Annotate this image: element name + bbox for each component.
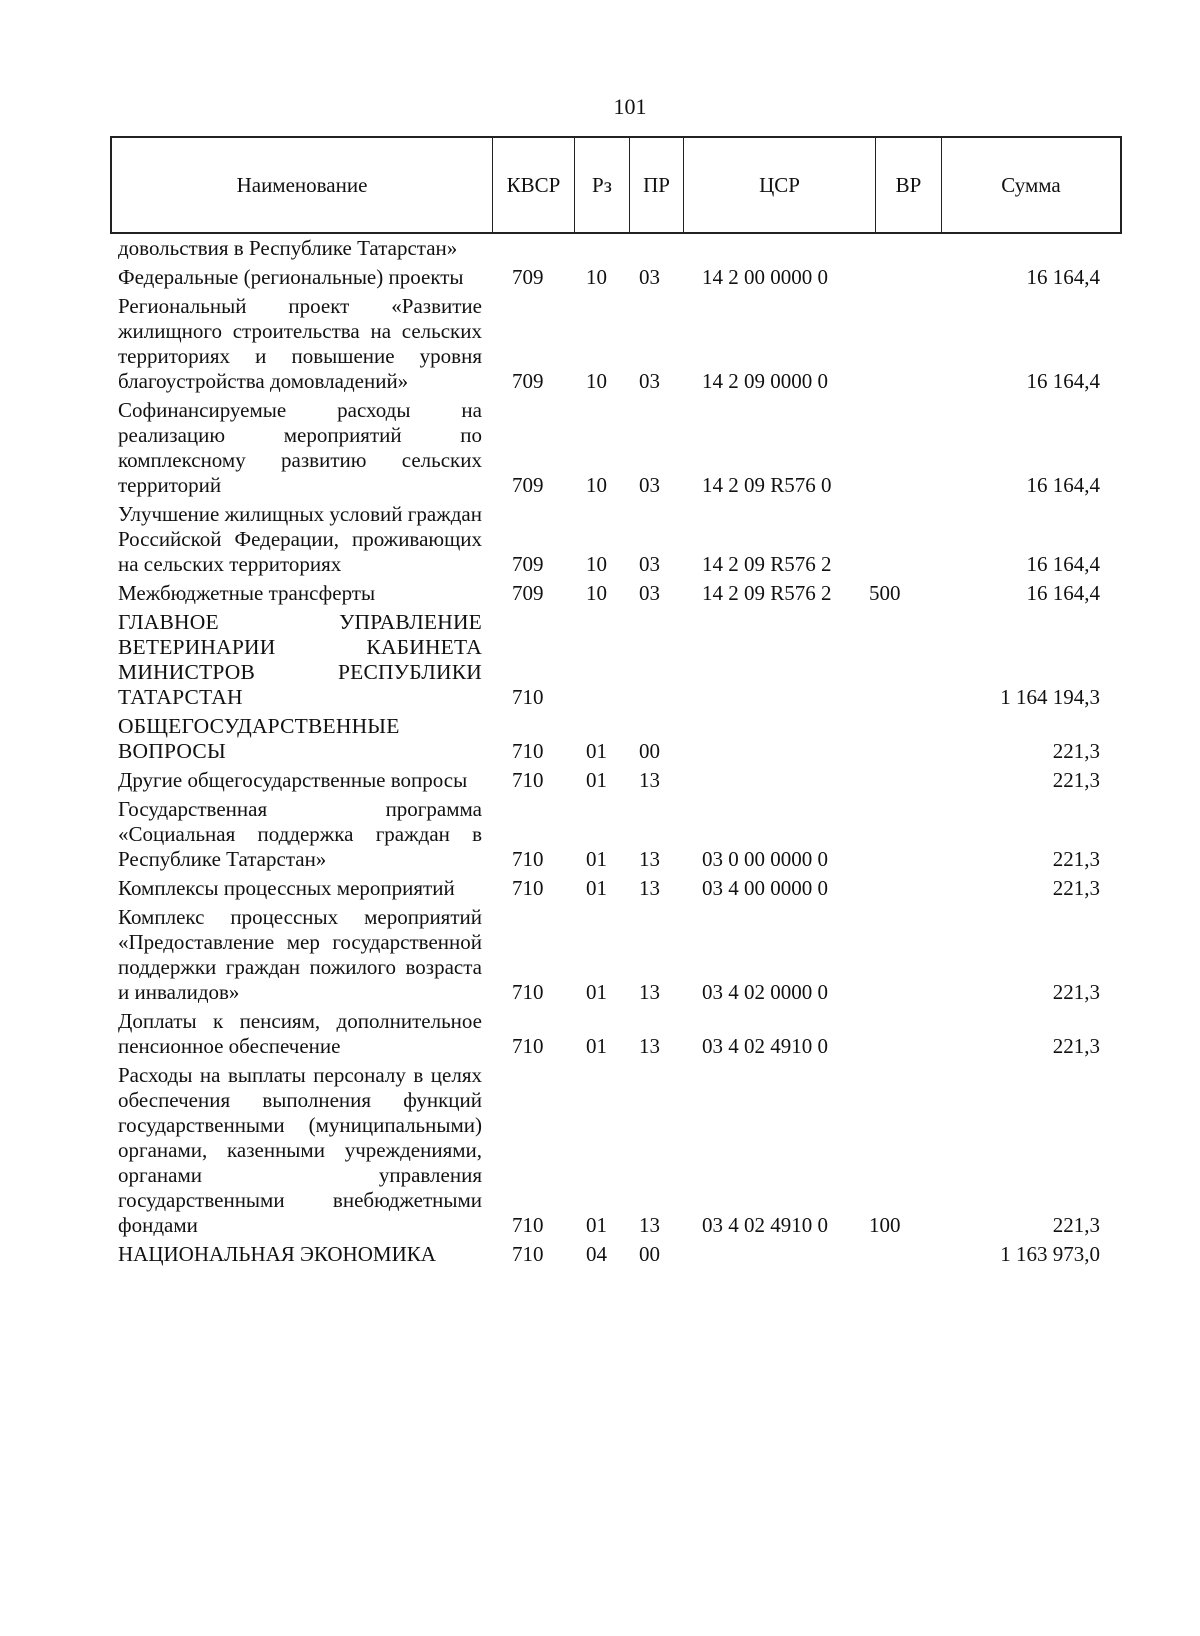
cell-kvsr: 709 — [512, 369, 544, 393]
cell-csr: 03 0 00 0000 0 — [702, 847, 828, 871]
cell-rz: 01 — [586, 1034, 607, 1058]
row-name: Доплаты к пенсиям, дополнительное пенсионное обеспечение — [118, 1009, 482, 1058]
row-name: Государственная программа «Социальная поддержка граждан в Республике Татарстан» — [118, 797, 482, 871]
row-codes — [118, 1213, 1118, 1238]
cell-sum: 221,3 — [1052, 980, 1100, 1004]
row-codes — [118, 1242, 1118, 1267]
cell-pr: 13 — [639, 1213, 660, 1237]
table-row — [118, 1009, 1118, 1063]
cell-pr: 03 — [639, 581, 660, 605]
table-row — [118, 294, 1118, 398]
cell-sum: 16 164,4 — [1026, 581, 1100, 605]
row-name: Софинансируемые расходы на реализацию мероприятий по комплексному развитию сельских территорий — [118, 398, 482, 497]
cell-pr: 03 — [639, 473, 660, 497]
table-row — [118, 768, 1118, 797]
table-row — [118, 797, 1118, 876]
row-codes — [118, 685, 1118, 710]
cell-pr: 03 — [639, 552, 660, 576]
cell-kvsr: 710 — [512, 876, 544, 900]
row-name: Другие общегосударственные вопросы — [118, 768, 468, 792]
cell-pr: 03 — [639, 265, 660, 289]
cell-sum: 16 164,4 — [1026, 265, 1100, 289]
table-row — [118, 502, 1118, 581]
header-kvsr: КВСР — [493, 138, 575, 232]
row-name: Межбюджетные трансферты — [118, 581, 376, 605]
header-csr: ЦСР — [684, 138, 876, 232]
cell-rz: 10 — [586, 552, 607, 576]
cell-pr: 13 — [639, 768, 660, 792]
row-name: довольствия в Республике Татарстан» — [118, 236, 458, 260]
cell-rz: 10 — [586, 581, 607, 605]
cell-rz: 01 — [586, 980, 607, 1004]
table-body — [118, 236, 1118, 1271]
row-name: ГЛАВНОЕ УПРАВЛЕНИЕ ВЕТЕРИНАРИИ КАБИНЕТА МИНИСТРОВ РЕСПУБЛИКИ ТАТАРСТАН — [118, 610, 482, 709]
cell-rz: 01 — [586, 1213, 607, 1237]
table-row — [118, 905, 1118, 1009]
row-name: ОБЩЕГОСУДАРСТВЕННЫЕ ВОПРОСЫ — [118, 714, 400, 763]
table-row — [118, 1063, 1118, 1242]
cell-rz: 10 — [586, 265, 607, 289]
cell-kvsr: 710 — [512, 739, 544, 763]
row-name: Улучшение жилищных условий граждан Российской Федерации, проживающих на сельских территориях — [118, 502, 482, 576]
cell-kvsr: 710 — [512, 1034, 544, 1058]
cell-sum: 221,3 — [1052, 739, 1100, 763]
cell-kvsr: 709 — [512, 265, 544, 289]
cell-kvsr: 710 — [512, 685, 544, 709]
cell-rz: 04 — [586, 1242, 607, 1266]
row-codes — [118, 768, 1118, 793]
cell-vr: 500 — [869, 581, 901, 605]
cell-pr: 13 — [639, 980, 660, 1004]
cell-sum: 221,3 — [1052, 876, 1100, 900]
row-codes — [118, 369, 1118, 394]
header-name: Наименование — [112, 138, 493, 232]
table-row — [118, 581, 1118, 610]
cell-sum: 16 164,4 — [1026, 473, 1100, 497]
cell-kvsr: 710 — [512, 768, 544, 792]
cell-pr: 13 — [639, 1034, 660, 1058]
table-row — [118, 610, 1118, 714]
cell-kvsr: 710 — [512, 1242, 544, 1266]
cell-sum: 221,3 — [1052, 1213, 1100, 1237]
page-number: 101 — [613, 94, 647, 119]
row-codes — [118, 236, 1118, 261]
cell-csr: 14 2 00 0000 0 — [702, 265, 828, 289]
row-codes — [118, 1034, 1118, 1059]
cell-kvsr: 709 — [512, 473, 544, 497]
cell-rz: 01 — [586, 768, 607, 792]
cell-csr: 14 2 09 R576 0 — [702, 473, 832, 497]
row-codes — [118, 980, 1118, 1005]
row-codes — [118, 876, 1118, 901]
header-pr: ПР — [630, 138, 684, 232]
row-codes — [118, 581, 1118, 606]
header-rz: Рз — [575, 138, 630, 232]
cell-pr: 13 — [639, 847, 660, 871]
cell-kvsr: 710 — [512, 980, 544, 1004]
row-codes — [118, 847, 1118, 872]
cell-csr: 03 4 02 0000 0 — [702, 980, 828, 1004]
cell-kvsr: 709 — [512, 581, 544, 605]
table-row — [118, 1242, 1118, 1271]
cell-sum: 221,3 — [1052, 847, 1100, 871]
row-name: НАЦИОНАЛЬНАЯ ЭКОНОМИКА — [118, 1242, 436, 1266]
cell-rz: 01 — [586, 876, 607, 900]
header-vr: ВР — [876, 138, 942, 232]
row-name: Комплексы процессных мероприятий — [118, 876, 455, 900]
table-row — [118, 398, 1118, 502]
cell-csr: 14 2 09 R576 2 — [702, 552, 832, 576]
cell-sum: 1 163 973,0 — [1000, 1242, 1100, 1266]
row-codes — [118, 473, 1118, 498]
cell-kvsr: 710 — [512, 1213, 544, 1237]
cell-rz: 10 — [586, 473, 607, 497]
cell-rz: 01 — [586, 847, 607, 871]
cell-csr: 14 2 09 0000 0 — [702, 369, 828, 393]
cell-csr: 03 4 02 4910 0 — [702, 1213, 828, 1237]
cell-pr: 03 — [639, 369, 660, 393]
cell-sum: 16 164,4 — [1026, 369, 1100, 393]
cell-sum: 1 164 194,3 — [1000, 685, 1100, 709]
cell-csr: 03 4 02 4910 0 — [702, 1034, 828, 1058]
row-codes — [118, 552, 1118, 577]
header-sum: Сумма — [1001, 172, 1061, 197]
cell-rz: 01 — [586, 739, 607, 763]
cell-vr: 100 — [869, 1213, 901, 1237]
cell-pr: 00 — [639, 1242, 660, 1266]
row-name: Региональный проект «Развитие жилищного строительства на сельских территориях и повышение уровня благоустройства домовладений» — [118, 294, 482, 393]
cell-pr: 00 — [639, 739, 660, 763]
cell-sum: 221,3 — [1052, 768, 1100, 792]
cell-rz: 10 — [586, 369, 607, 393]
row-codes — [118, 265, 1118, 290]
row-name: Федеральные (региональные) проекты — [118, 265, 464, 289]
cell-kvsr: 710 — [512, 847, 544, 871]
table-row — [118, 876, 1118, 905]
table-header — [110, 136, 1122, 234]
cell-pr: 13 — [639, 876, 660, 900]
table-row — [118, 714, 1118, 768]
cell-sum: 16 164,4 — [1026, 552, 1100, 576]
cell-csr: 03 4 00 0000 0 — [702, 876, 828, 900]
table-row — [118, 265, 1118, 294]
cell-csr: 14 2 09 R576 2 — [702, 581, 832, 605]
cell-sum: 221,3 — [1052, 1034, 1100, 1058]
row-name: Расходы на выплаты персоналу в целях обеспечения выполнения функций государственными (муниципальными) органами, казенными учреждениями, органами управления государственными внебюджетными фондами — [118, 1063, 482, 1237]
cell-kvsr: 709 — [512, 552, 544, 576]
row-codes — [118, 739, 1118, 764]
table-row — [118, 236, 1118, 265]
row-name: Комплекс процессных мероприятий «Предоставление мер государственной поддержки граждан пожилого возраста и инвалидов» — [118, 905, 482, 1004]
